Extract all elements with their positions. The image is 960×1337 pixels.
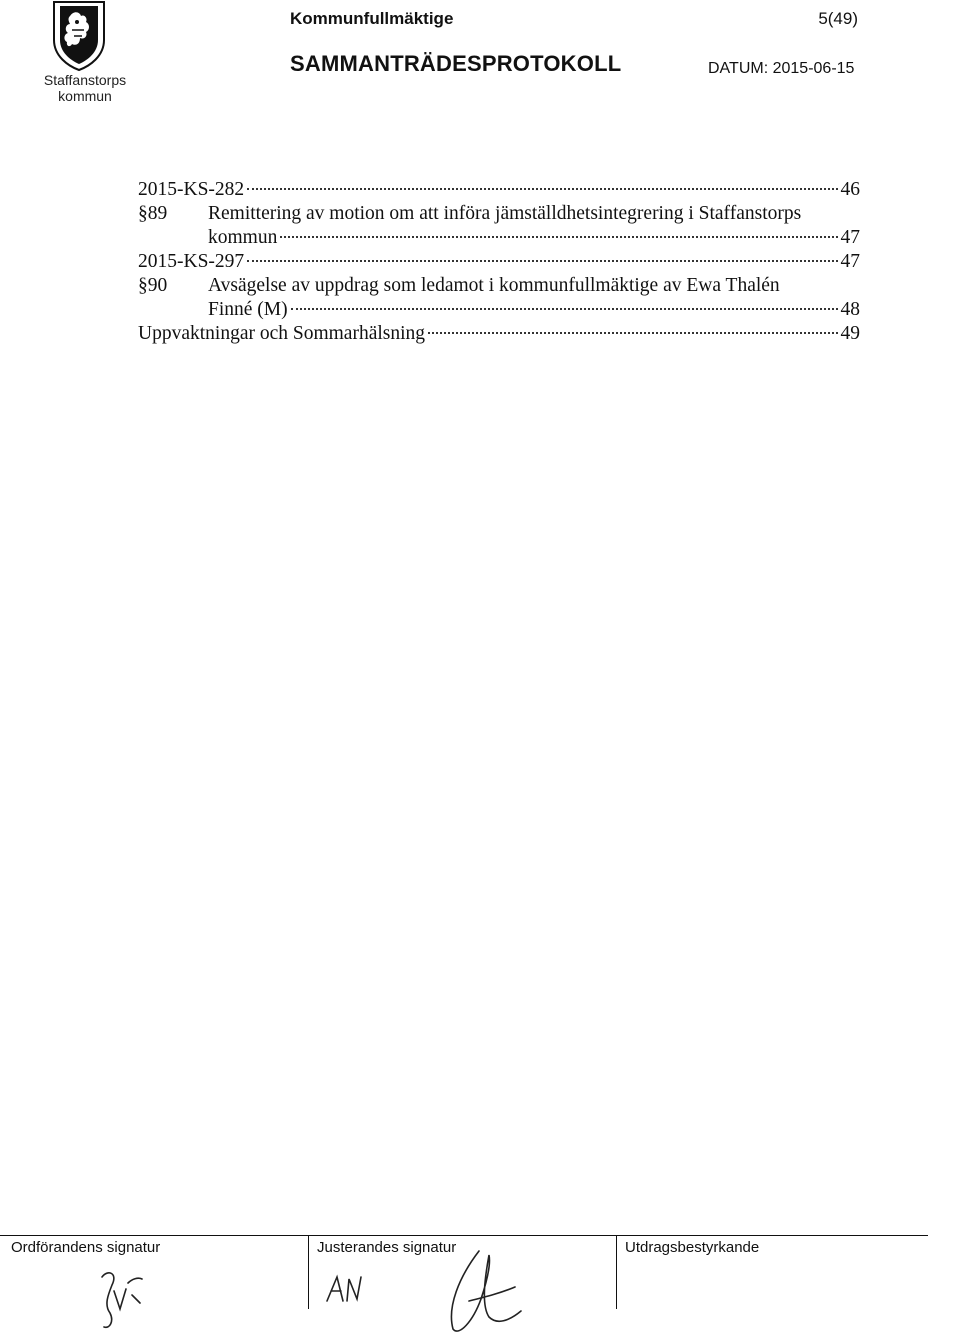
chair-signature-label: Ordförandens signatur (11, 1239, 161, 1256)
toc-entry (138, 250, 860, 274)
adjuster-signature-label: Justerandes signatur (317, 1239, 457, 1256)
toc-entry-page: 48 (840, 299, 860, 320)
municipality-line-2: kommun (58, 88, 112, 104)
municipality-name (40, 72, 130, 104)
signature-footer (0, 1235, 960, 1336)
toc-entry (138, 274, 860, 298)
toc-leader-dots (428, 332, 837, 334)
toc-entry-title: kommun (208, 227, 278, 248)
toc-entry-title: 2015-KS-297 (138, 251, 245, 272)
date-label: DATUM: (708, 60, 769, 77)
chair-signature-box (0, 1235, 308, 1309)
document-title: SAMMANTRÄDESPROTOKOLL (290, 51, 622, 76)
body-name: Kommunfullmäktige (290, 9, 454, 28)
chair-signature-scribble (92, 1265, 148, 1331)
toc-entry-page: 46 (840, 179, 860, 200)
toc-leader-dots (291, 308, 838, 310)
toc-entry (138, 178, 860, 202)
toc-leader-dots (247, 260, 837, 262)
toc-leader-dots (280, 236, 837, 238)
adjuster-signature-scribble-1 (323, 1271, 373, 1305)
toc-entry-title: Remittering av motion om att införa jämställdhetsintegrering i Staffanstorps (208, 203, 802, 224)
toc-entry (138, 322, 860, 346)
page-number: 5(49) (818, 9, 858, 28)
adjuster-signature-box (308, 1235, 617, 1309)
toc-entry (138, 298, 860, 322)
toc-entry-page: 47 (840, 227, 860, 248)
municipality-line-1: Staffanstorps (43, 72, 127, 88)
toc-entry-title: 2015-KS-282 (138, 179, 245, 200)
toc-entry (138, 226, 860, 250)
toc-leader-dots (247, 188, 837, 190)
extract-certification-box (616, 1235, 929, 1309)
date-line (708, 60, 854, 78)
toc-entry-title: Uppvaktningar och Sommarhälsning (138, 323, 426, 344)
toc-entry-number: §89 (138, 203, 168, 224)
date-value: 2015-06-15 (772, 60, 855, 77)
adjuster-signature-scribble-2 (429, 1247, 529, 1337)
table-of-contents (138, 178, 860, 346)
toc-entry-page: 49 (840, 323, 860, 344)
toc-entry-title: Avsägelse av uppdrag som ledamot i kommunfullmäktige av Ewa Thalén (208, 275, 780, 296)
toc-entry-page: 47 (840, 251, 860, 272)
toc-entry-title: Finné (M) (208, 299, 288, 320)
toc-entry-number: §90 (138, 275, 168, 296)
extract-certification-label: Utdragsbestyrkande (625, 1239, 760, 1256)
toc-entry (138, 202, 860, 226)
coat-of-arms-icon (50, 0, 108, 72)
